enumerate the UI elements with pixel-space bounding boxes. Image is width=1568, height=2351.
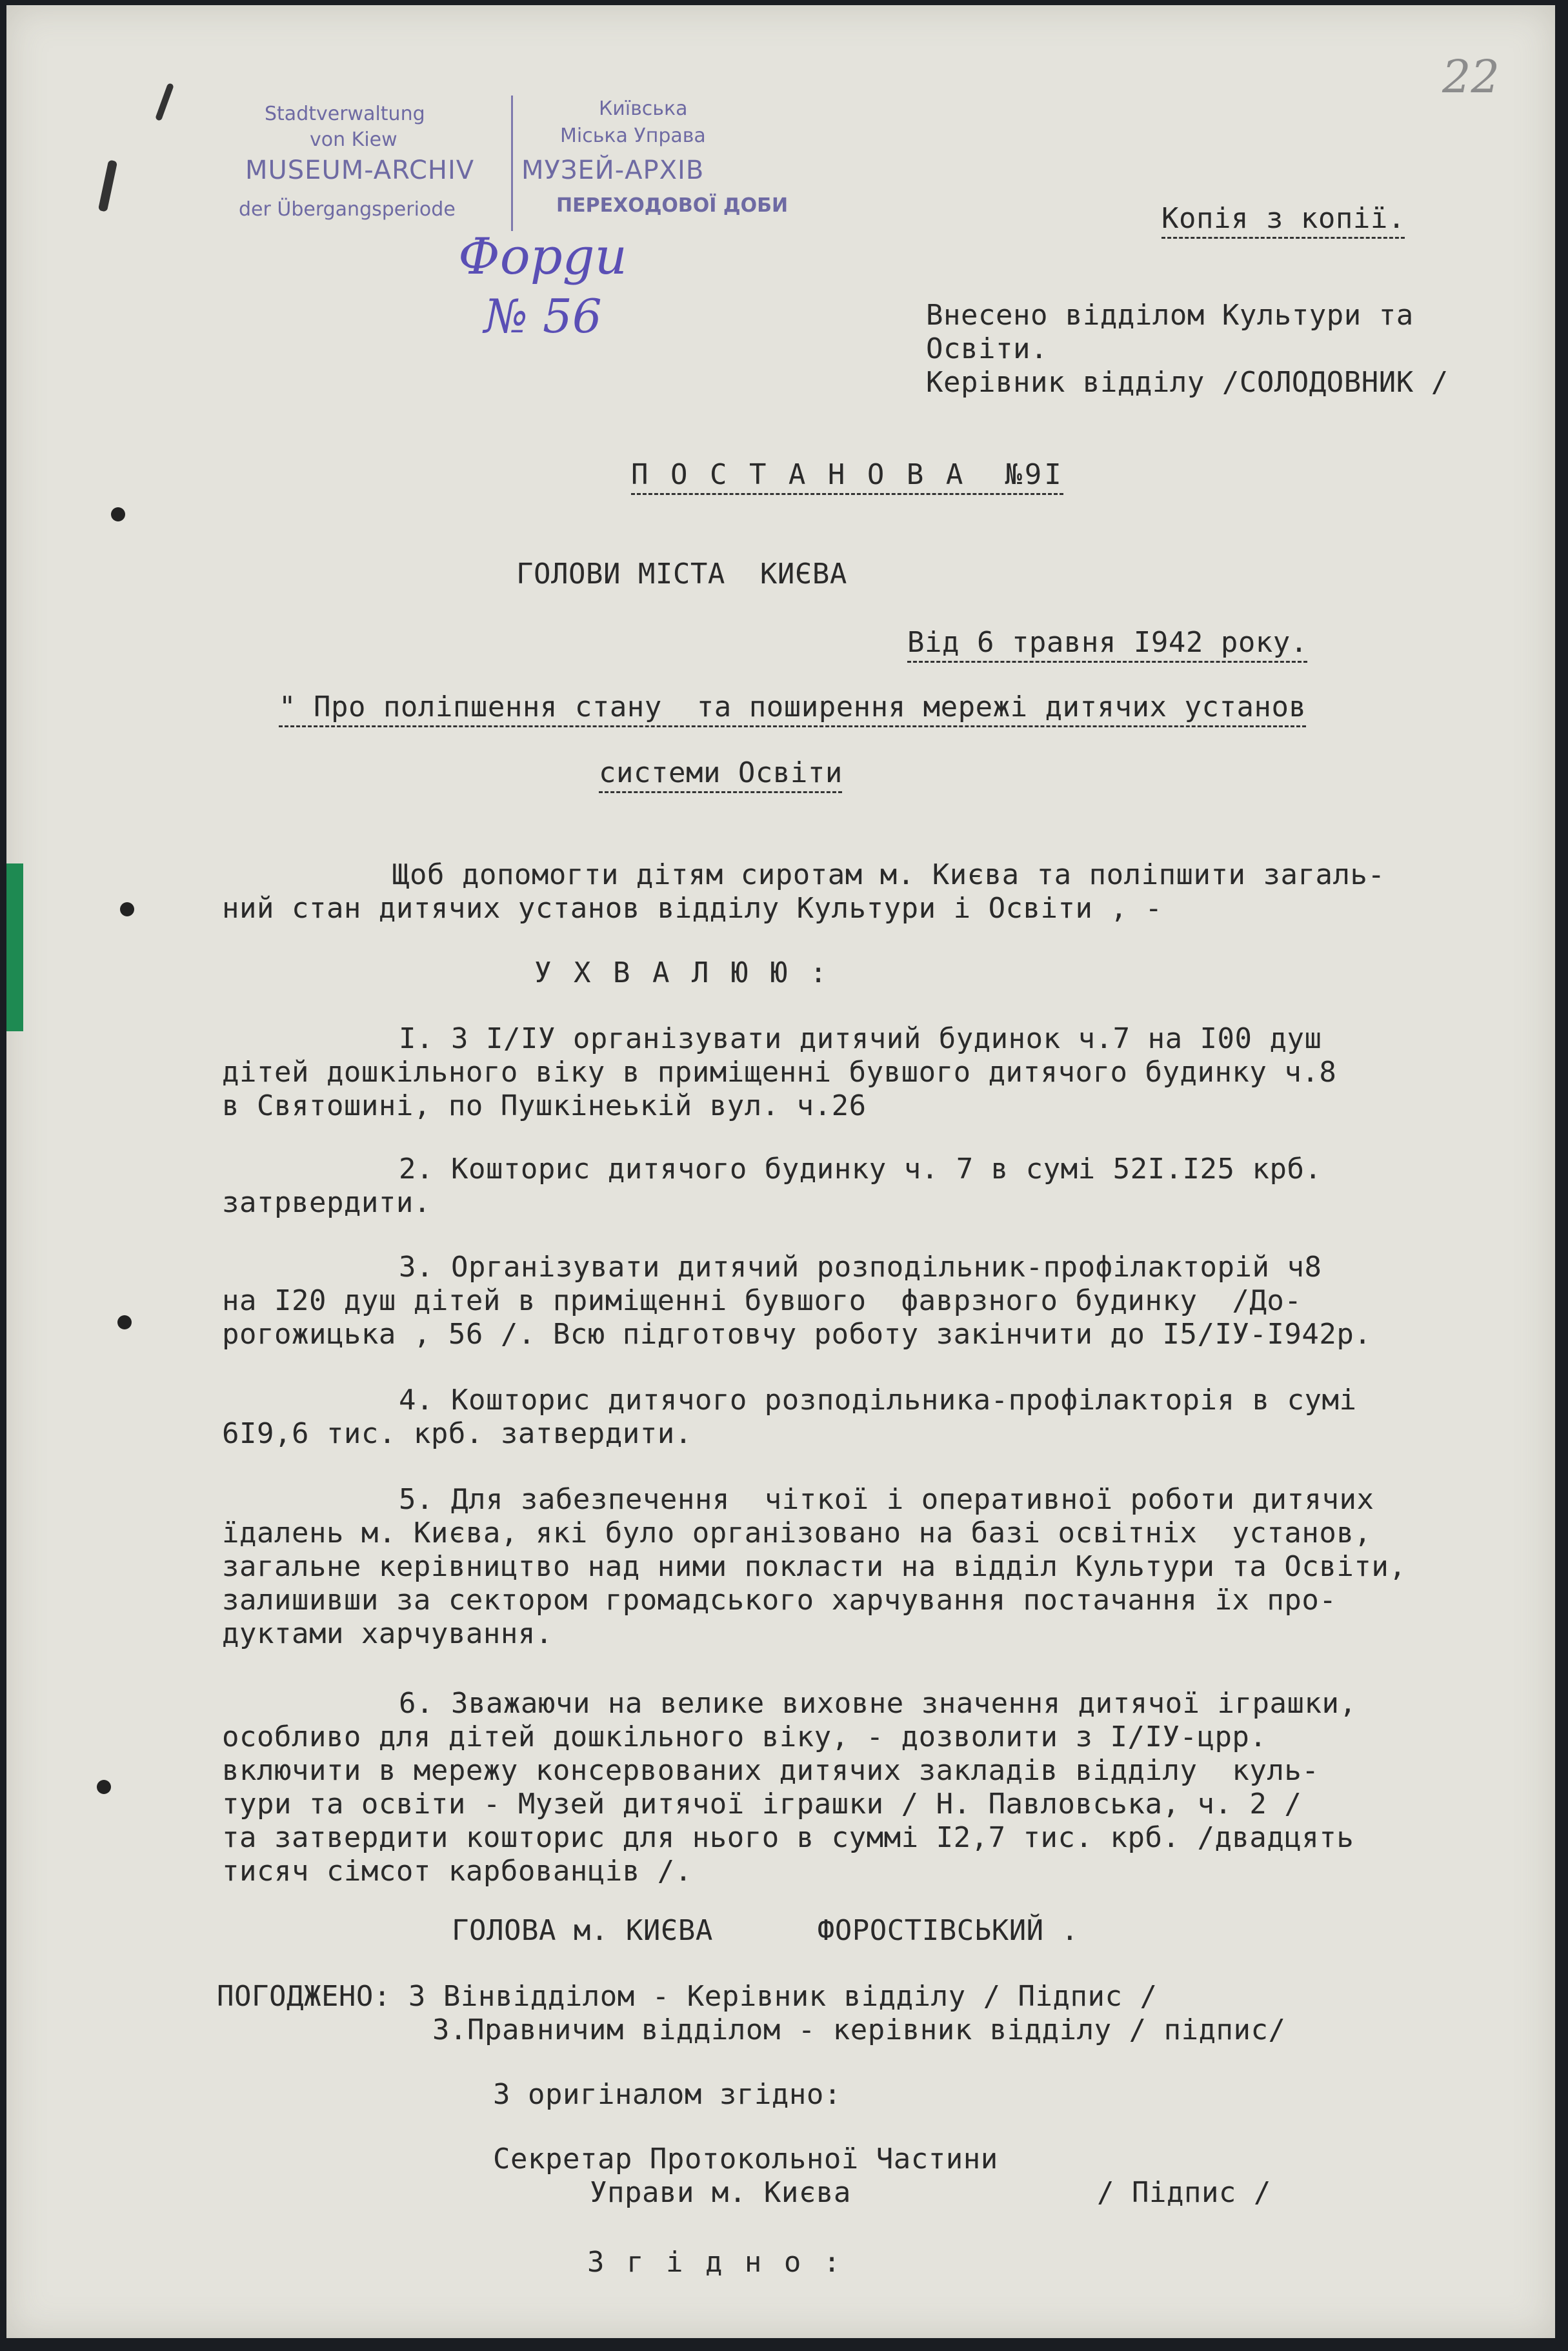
agreed-line2: З.Правничим відділом - керівник відділу / підпис/ [432, 2013, 1286, 2046]
handwritten-fund-number: № 56 [484, 289, 602, 343]
punch-hole-3 [117, 1315, 132, 1329]
item5-line1: 5. Для забезпечення чіткої і оперативної роботи дитячих [399, 1483, 1374, 1516]
stamp-left-line1: Stadtverwaltung [265, 103, 425, 125]
secretary-line1: Секретар Протокольної Частини [493, 2143, 998, 2175]
item6-line1: 6. Зважаючи на велике виховне значення дитячої іграшки, [399, 1687, 1357, 1720]
stamp-left-line3: MUSEUM-ARCHIV [245, 156, 475, 185]
item6-line4: тури та освіти - Музей дитячої іграшки / Н. Павловська, ч. 2 / [222, 1788, 1302, 1821]
item5-line3: загальне керівництво над ними покласти на відділ Культури та Освіти, [222, 1550, 1407, 1583]
ink-mark-2 [155, 83, 174, 121]
decree-subject-line1: " Про поліпшення стану та поширення мережі дитячих установ [279, 691, 1307, 723]
agreed-line1: ПОГОДЖЕНО: З Вінвідділом - Керівник відділу / Підпис / [217, 1980, 1158, 2013]
secretary-signature: / Підпис / [1097, 2176, 1271, 2209]
item3-line1: 3. Організувати дитячий розподільник-профілакторій ч8 [399, 1251, 1322, 1284]
archive-page-number: 22 [1442, 50, 1500, 103]
handwritten-fund-label: Фоpgu [458, 228, 627, 286]
item1-line1: І. З І/ІУ організувати дитячий будинок ч.7 на І00 душ [399, 1022, 1322, 1055]
stamp-right-line2: Міська Управа [560, 125, 706, 147]
decree-subject-line2: системи Освіти [599, 756, 843, 789]
item4-line2: 6І9,6 тис. крб. затвердити. [222, 1417, 692, 1450]
item1-line2: дітей дошкільного віку в приміщенні бувшого дитячого будинку ч.8 [222, 1056, 1337, 1089]
item1-line3: в Святошині, по Пушкінеькій вул. ч.26 [222, 1089, 867, 1122]
closing-agreed: З г і д н о : [587, 2246, 843, 2279]
item6-line5: та затвердити кошторис для нього в суммі І2,7 тис. крб. /двадцять [222, 1821, 1354, 1854]
item3-line2: на І20 душ дітей в приміщенні бувшого фаврзного будинку /До- [222, 1284, 1302, 1317]
decree-title: П О С Т А Н О В А №9І [631, 458, 1064, 491]
document-page [6, 5, 1555, 2338]
copy-note: Копія з копії. [1161, 202, 1405, 235]
punch-hole-2 [120, 902, 134, 916]
preamble-line2: ний стан дитячих установ відділу Культури і Освіти , - [222, 892, 1163, 925]
preamble-line1: Щоб допомогти дітям сиротам м. Києва та поліпшити загаль- [392, 858, 1385, 891]
item5-line5: дуктами харчування. [222, 1617, 553, 1650]
item6-line2: особливо для дітей дошкільного віку, - дозволити з І/ІУ-црр. [222, 1720, 1267, 1753]
punch-hole-4 [97, 1780, 111, 1794]
stamp-right-line4: ПЕРЕХОДОВОЇ ДОБИ [556, 194, 789, 217]
ink-mark-1 [98, 159, 117, 212]
mayor-signature: ГОЛОВА м. КИЄВА ФОРОСТІВСЬКИЙ . [452, 1914, 1079, 1947]
punch-hole-1 [111, 507, 125, 521]
green-tab-edge [6, 863, 23, 1031]
stamp-right-line3: МУЗЕЙ-АРХІВ [521, 156, 705, 185]
submitted-line-3: Керівник відділу /СОЛОДОВНИК / [926, 366, 1449, 399]
stamp-divider [511, 96, 513, 231]
submitted-line-1: Внесено відділом Культури та [926, 299, 1414, 332]
original-note: З оригіналом згідно: [493, 2078, 841, 2111]
item6-line3: включити в мережу консервованих дитячих закладів відділу куль- [222, 1754, 1320, 1787]
item5-line4: залишивши за сектором громадського харчування постачання їх про- [222, 1584, 1337, 1617]
item3-line3: рогожицька , 56 /. Всю підготовчу роботу закінчити до І5/ІУ-І942р. [222, 1318, 1372, 1351]
decree-date: Від 6 травня І942 року. [907, 626, 1308, 659]
item6-line6: тисяч сімсот карбованців /. [222, 1855, 692, 1888]
item5-line2: їдалень м. Києва, які було організовано на базі освітніх установ, [222, 1517, 1372, 1549]
item4-line1: 4. Кошторис дитячого розподільника-профілакторія в сумі [399, 1384, 1357, 1417]
resolve-heading: У Х В А Л Ю Ю : [534, 956, 830, 989]
item2-line2: затрвердити. [222, 1186, 431, 1219]
stamp-right-line1: Київська [599, 97, 688, 120]
stamp-left-line4: der Übergangsperiode [239, 198, 456, 221]
stamp-left-line2: von Kiew [310, 128, 397, 151]
submitted-line-2: Освіти. [926, 332, 1048, 365]
secretary-line2: Управи м. Києва [590, 2176, 851, 2209]
item2-line1: 2. Кошторис дитячого будинку ч. 7 в сумі 52І.І25 крб. [399, 1153, 1322, 1186]
decree-issuer: ГОЛОВИ МІСТА КИЄВА [516, 558, 847, 590]
